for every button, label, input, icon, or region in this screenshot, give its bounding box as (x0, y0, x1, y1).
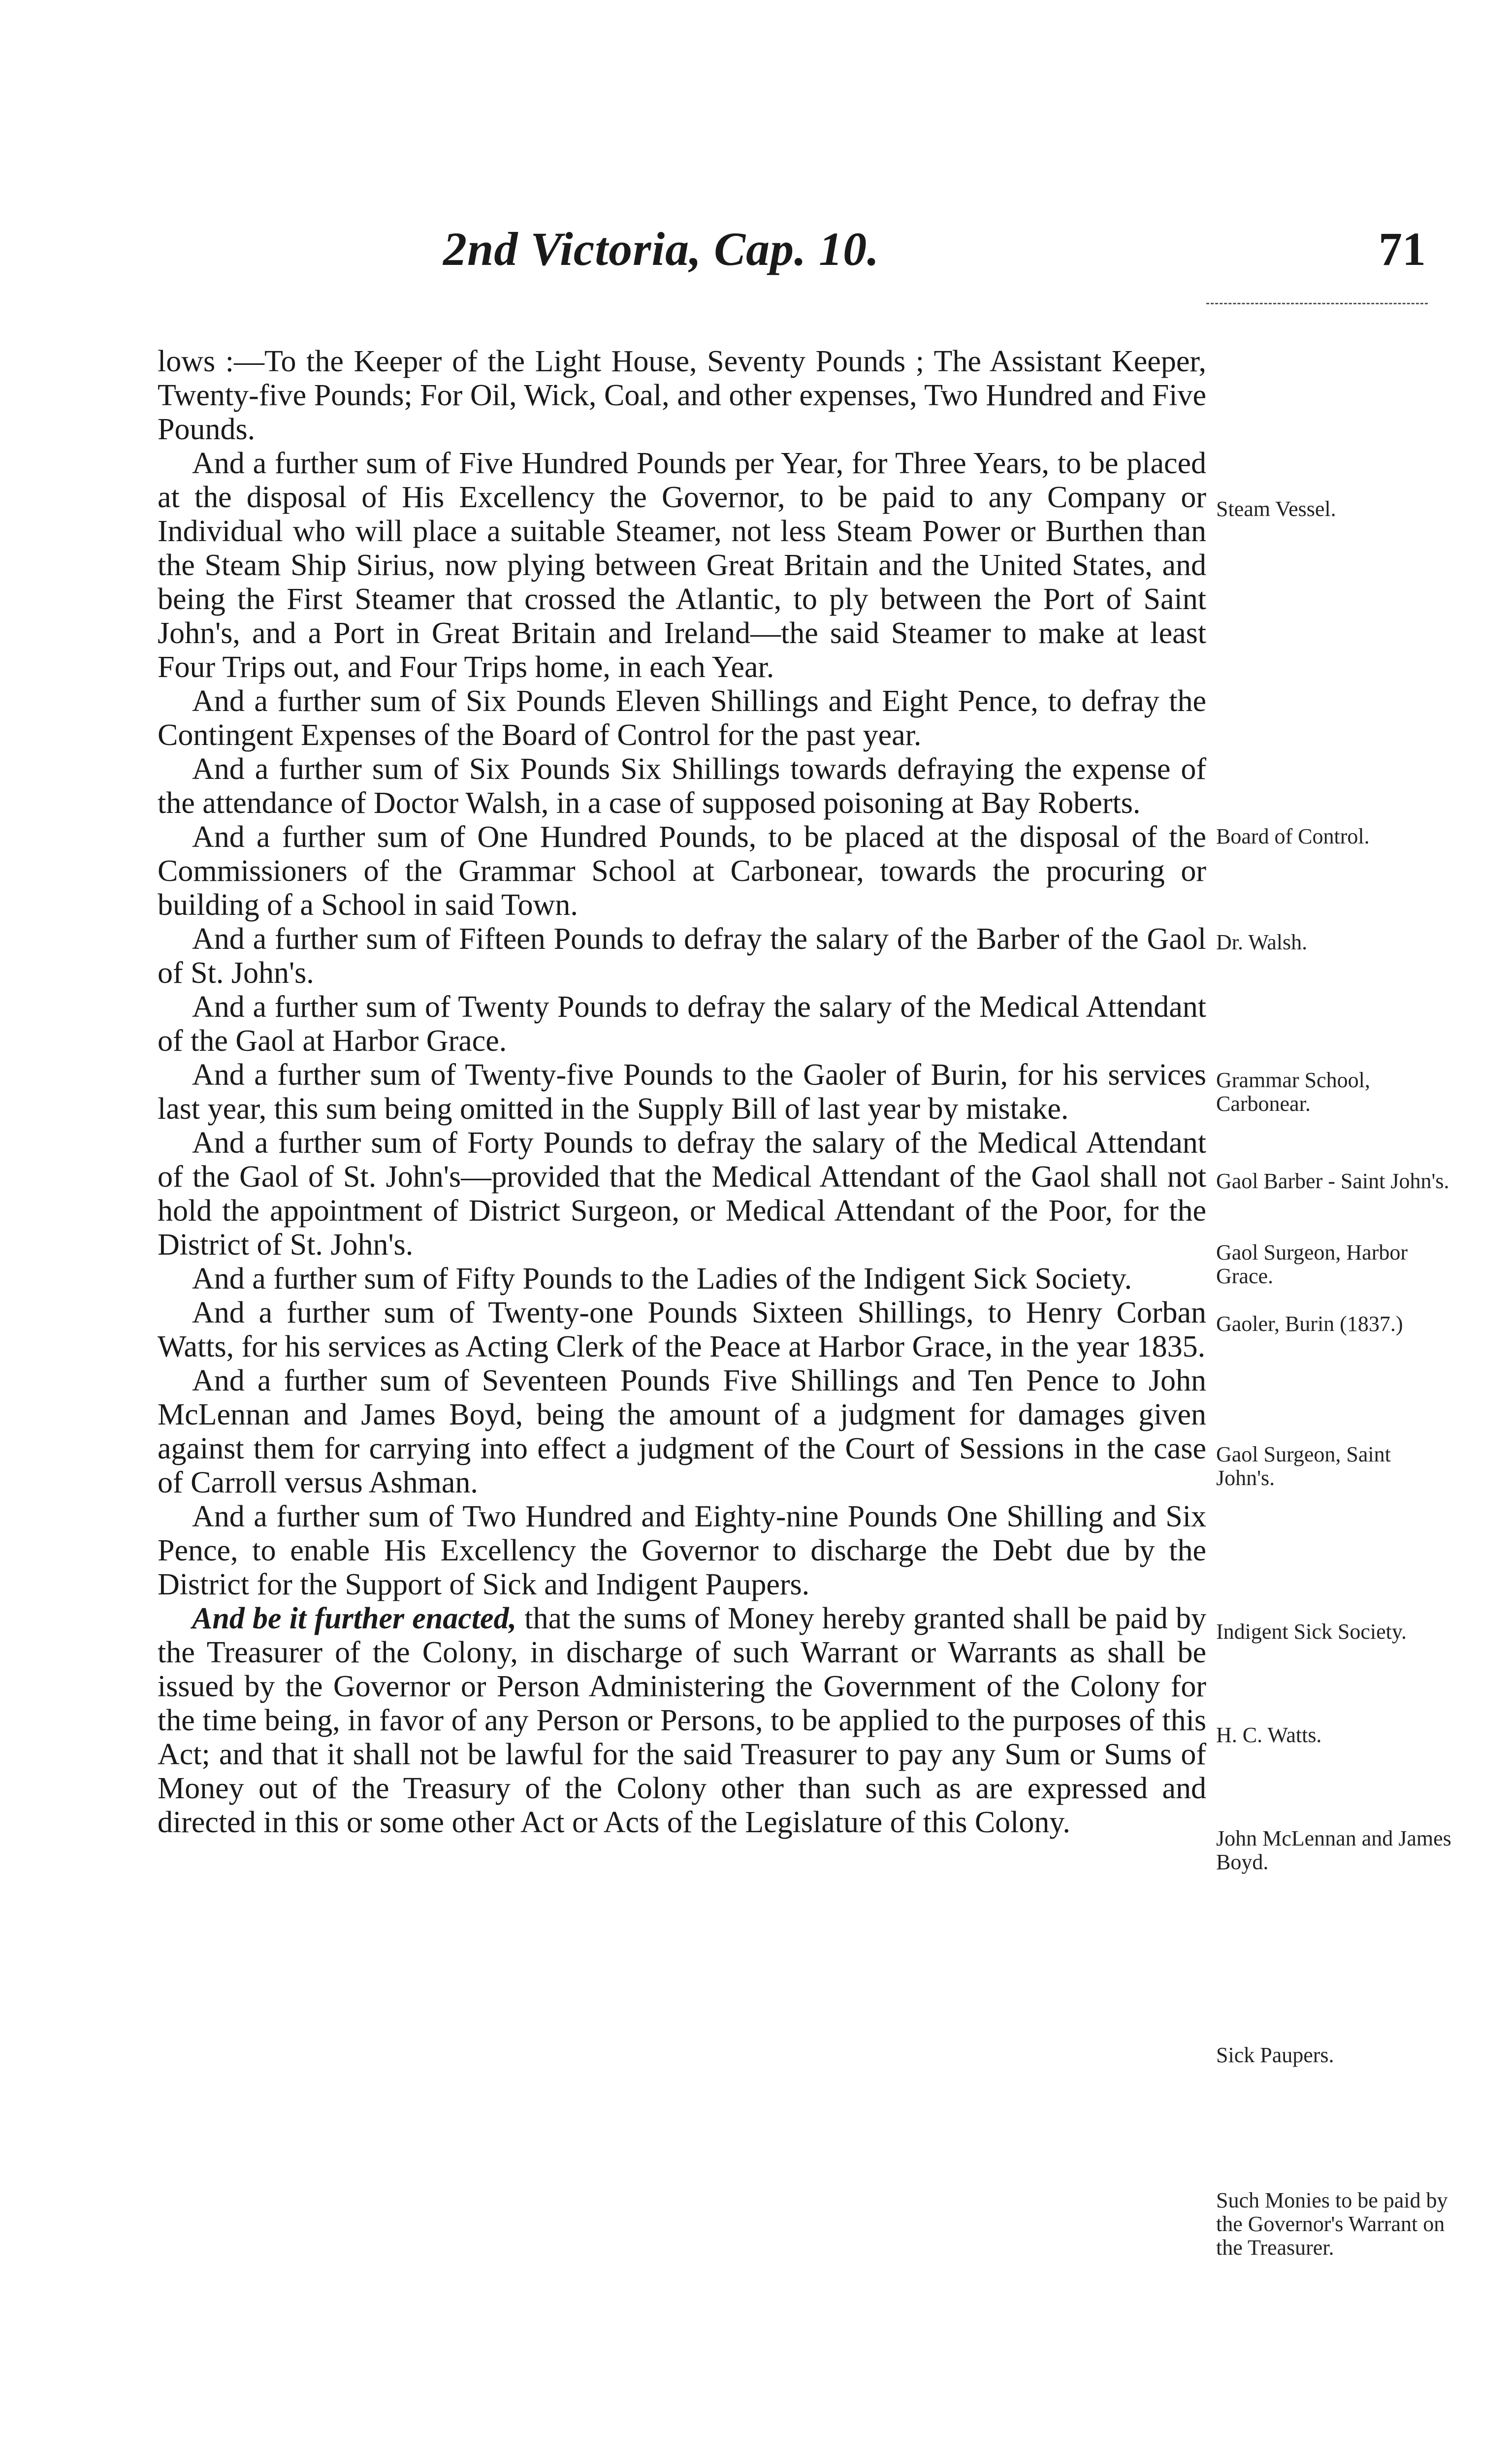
enacting-paragraph (158, 1602, 1206, 1840)
marginal-note: Gaol Surgeon, Saint John's. (1216, 1442, 1391, 1490)
paragraph: And a further sum of Twenty-five Pounds to the Gaoler of Burin, for his services last year, this sum being omitted in the Supply Bill of last year by mistake. (158, 1058, 1206, 1126)
marginal-note: Gaol Surgeon, Harbor Grace. (1216, 1240, 1408, 1288)
marginal-note: John McLennan and James Boyd. (1216, 1826, 1451, 1874)
paragraph: lows :—To the Keeper of the Light House, Seventy Pounds ; The Assistant Keeper, Twenty-five Pounds; For Oil, Wick, Coal, and other expenses, Two Hundred and Five Pounds. (158, 345, 1206, 446)
marginal-note: Such Monies to be paid by the Governor's Warrant on the Treasurer. (1216, 2188, 1448, 2260)
paragraph: And a further sum of Seventeen Pounds Five Shillings and Ten Pence to John McLennan and James Boyd, being the amount of a judgment for damages given against them for carrying into effect a judgment of the Court of Sessions in the case of Carroll versus Ashman. (158, 1364, 1206, 1499)
enacting-text: that the sums of Money hereby granted shall be paid by the Treasurer of the Colony, in discharge of such Warrant or Warrants as shall be issued by the Governor or Person Administering the Government of the Colony for the time being, in favor of any Person or Persons, to be applied to the purposes of this Act; and that it shall not be lawful for the said Treasurer to pay any Sum or Sums of Money out of the Treasury of the Colony other than such as are expressed and directed in this or some other Act or Acts of the Legislature of this Colony. (158, 1602, 1206, 1839)
marginal-note: H. C. Watts. (1216, 1723, 1322, 1747)
page-header (0, 212, 1512, 276)
paragraph: And a further sum of Fifteen Pounds to defray the salary of the Barber of the Gaol of St. John's. (158, 922, 1206, 990)
marginal-note: Grammar School, Carbonear. (1216, 1068, 1370, 1116)
page-number: 71 (1379, 223, 1426, 275)
paragraph: And a further sum of Two Hundred and Eighty-nine Pounds One Shilling and Six Pence, to enable His Excellency the Governor to discharge the Debt due by the District for the Support of Sick and Indigent Paupers. (158, 1500, 1206, 1601)
paragraph: And a further sum of Six Pounds Six Shillings towards defraying the expense of the attendance of Doctor Walsh, in a case of supposed poisoning at Bay Roberts. (158, 752, 1206, 820)
enacting-clause: And be it further enacted, (192, 1602, 517, 1635)
paragraph: And a further sum of Fifty Pounds to the Ladies of the Indigent Sick Society. (192, 1262, 1132, 1296)
marginal-note: Dr. Walsh. (1216, 930, 1308, 954)
paragraph: And a further sum of One Hundred Pounds, to be placed at the disposal of the Commissioners of the Grammar School at Carbonear, towards the procuring or building of a School in said Town. (158, 820, 1206, 922)
running-title: 2nd Victoria, Cap. 10. (443, 223, 880, 275)
header-rule (1206, 303, 1428, 304)
paragraph: And a further sum of Five Hundred Pounds per Year, for Three Years, to be placed at the disposal of His Excellency the Governor, to be paid to any Company or Individual who will place a suitable Steamer, not less Steam Power or Burthen than the Steam Ship Sirius, now plying between Great Britain and the United States, and being the First Steamer that crossed the Atlantic, to ply between the Port of Saint John's, and a Port in Great Britain and Ireland—the said Steamer to make at least Four Trips out, and Four Trips home, in each Year. (158, 447, 1206, 684)
paragraph: And a further sum of Twenty-one Pounds Sixteen Shillings, to Henry Corban Watts, for his services as Acting Clerk of the Peace at Harbor Grace, in the year 1835. (158, 1296, 1206, 1363)
marginal-note: Indigent Sick Society. (1216, 1620, 1407, 1644)
paragraph: And a further sum of Forty Pounds to defray the salary of the Medical Attendant of the Gaol of St. John's—provided that the Medical Attendant of the Gaol shall not hold the appointment of District Surgeon, or Medical Attendant of the Poor, for the District of St. John's. (158, 1126, 1206, 1262)
marginal-note: Gaoler, Burin (1837.) (1216, 1312, 1403, 1336)
paragraph: And a further sum of Six Pounds Eleven Shillings and Eight Pence, to defray the Contingent Expenses of the Board of Control for the past year. (158, 684, 1206, 752)
marginal-note: Board of Control. (1216, 824, 1370, 848)
paragraph: And a further sum of Twenty Pounds to defray the salary of the Medical Attendant of the Gaol at Harbor Grace. (158, 990, 1206, 1058)
marginal-note: Sick Paupers. (1216, 2043, 1334, 2067)
marginal-note: Steam Vessel. (1216, 497, 1336, 521)
act-body (158, 345, 1206, 1840)
marginal-note: Gaol Barber - Saint John's. (1216, 1169, 1449, 1193)
